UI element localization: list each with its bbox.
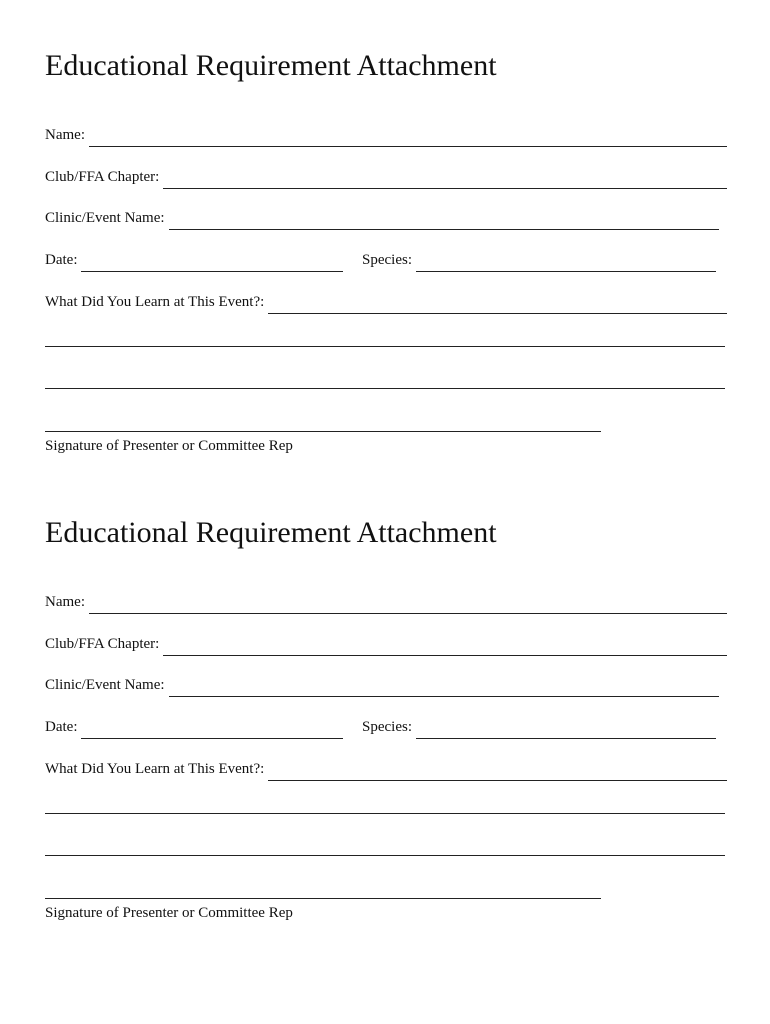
clinic-row: [45, 209, 719, 227]
clinic-field[interactable]: [169, 216, 719, 230]
date-row: [45, 718, 343, 736]
clinic-field[interactable]: [169, 683, 719, 697]
learn-line-2[interactable]: [45, 813, 725, 814]
learn-field[interactable]: [268, 300, 727, 314]
name-label: Name:: [45, 127, 85, 143]
club-row: [45, 168, 727, 186]
club-row: [45, 635, 727, 653]
club-label: Club/FFA Chapter:: [45, 169, 160, 185]
club-label: Club/FFA Chapter:: [45, 636, 160, 652]
species-field[interactable]: [416, 258, 716, 272]
attachment-form-1: [45, 48, 727, 454]
signature-caption: Signature of Presenter or Committee Rep: [45, 905, 293, 921]
signature-line[interactable]: [45, 898, 601, 899]
attachment-form-2: [45, 515, 727, 921]
learn-label: What Did You Learn at This Event?:: [45, 294, 265, 310]
learn-line-3[interactable]: [45, 388, 725, 389]
date-field[interactable]: [81, 258, 343, 272]
species-label: Species:: [362, 252, 412, 268]
species-row: [362, 251, 716, 269]
form-title: Educational Requirement Attachment: [45, 49, 497, 82]
species-label: Species:: [362, 719, 412, 735]
date-row: [45, 251, 343, 269]
learn-row: [45, 293, 727, 311]
name-field[interactable]: [89, 133, 727, 147]
form-title: Educational Requirement Attachment: [45, 516, 497, 549]
name-row: [45, 126, 727, 144]
clinic-label: Clinic/Event Name:: [45, 677, 165, 693]
name-label: Name:: [45, 594, 85, 610]
clinic-row: [45, 676, 719, 694]
clinic-label: Clinic/Event Name:: [45, 210, 165, 226]
learn-field[interactable]: [268, 767, 727, 781]
date-field[interactable]: [81, 725, 343, 739]
signature-line[interactable]: [45, 431, 601, 432]
learn-line-2[interactable]: [45, 346, 725, 347]
learn-line-3[interactable]: [45, 855, 725, 856]
club-field[interactable]: [163, 642, 727, 656]
species-row: [362, 718, 716, 736]
name-row: [45, 593, 727, 611]
club-field[interactable]: [163, 175, 727, 189]
learn-label: What Did You Learn at This Event?:: [45, 761, 265, 777]
species-field[interactable]: [416, 725, 716, 739]
signature-caption: Signature of Presenter or Committee Rep: [45, 438, 293, 454]
date-label: Date:: [45, 719, 78, 735]
learn-row: [45, 760, 727, 778]
name-field[interactable]: [89, 600, 727, 614]
date-label: Date:: [45, 252, 78, 268]
